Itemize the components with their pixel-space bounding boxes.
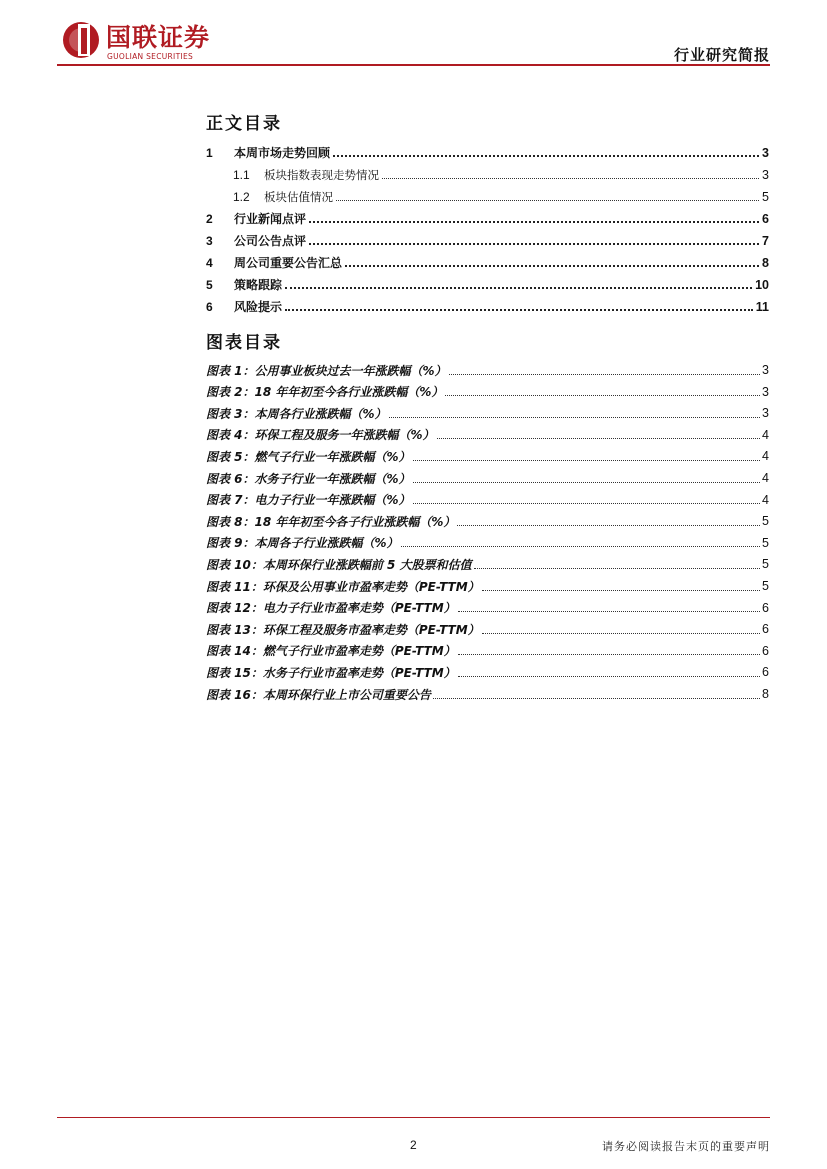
figure-entry[interactable] bbox=[206, 506, 769, 528]
figure-entry-label: 图表 2：18 年年初至今各行业涨跌幅（%） bbox=[206, 385, 444, 400]
figure-entry[interactable] bbox=[206, 614, 769, 636]
figure-entry[interactable] bbox=[206, 355, 769, 377]
figure-leader-dots bbox=[474, 568, 760, 569]
toc-entry-page: 11 bbox=[755, 299, 769, 314]
toc-entry-page: 10 bbox=[755, 277, 769, 292]
figure-entry[interactable] bbox=[206, 679, 769, 701]
figure-entry-label: 图表 9：本周各子行业涨跌幅（%） bbox=[206, 536, 399, 551]
figure-entry-page: 3 bbox=[762, 406, 769, 421]
toc-entry-page: 7 bbox=[762, 233, 769, 248]
figure-entry-page: 3 bbox=[762, 363, 769, 378]
figures-list bbox=[206, 355, 769, 701]
figure-entry-page: 4 bbox=[762, 471, 769, 486]
figure-entry[interactable] bbox=[206, 528, 769, 550]
logo-english-name: GUOLIAN SECURITIES bbox=[107, 52, 194, 61]
toc-entry-label: 风险提示 bbox=[234, 300, 283, 314]
figure-entry-label: 图表 14：燃气子行业市盈率走势（PE-TTM） bbox=[206, 644, 456, 659]
figure-entry-label: 图表 13：环保工程及服务市盈率走势（PE-TTM） bbox=[206, 622, 480, 637]
toc-entry-number: 1.1 bbox=[233, 168, 250, 182]
figure-entry-label: 图表 1：公用事业板块过去一年涨跌幅（%） bbox=[206, 363, 447, 378]
toc-list bbox=[206, 137, 769, 313]
figure-entry[interactable] bbox=[206, 657, 769, 679]
figure-entry-page: 5 bbox=[762, 535, 769, 550]
toc-entry[interactable] bbox=[206, 159, 769, 181]
figure-entry[interactable] bbox=[206, 377, 769, 399]
toc-entry-label: 本周市场走势回顾 bbox=[234, 146, 331, 160]
guolian-logo-icon bbox=[61, 20, 101, 60]
figure-entry-label: 图表 8：18 年年初至今各子行业涨跌幅（%） bbox=[206, 514, 456, 529]
toc-entry-page: 8 bbox=[762, 255, 769, 270]
toc-entry[interactable] bbox=[206, 291, 769, 313]
logo-chinese-name: 国联证券 bbox=[106, 23, 211, 52]
figure-entry[interactable] bbox=[206, 441, 769, 463]
toc-entry-page: 3 bbox=[762, 167, 769, 182]
figure-entry-label: 图表 12：电力子行业市盈率走势（PE-TTM） bbox=[206, 601, 456, 616]
figure-entry[interactable] bbox=[206, 463, 769, 485]
figure-leader-dots bbox=[401, 546, 760, 547]
toc-entry-label: 板块指数表现走势情况 bbox=[264, 167, 379, 182]
toc-leader-dots bbox=[333, 155, 759, 157]
figure-entry-label: 图表 16：本周环保行业上市公司重要公告 bbox=[206, 687, 431, 702]
report-type: 行业研究简报 bbox=[673, 46, 770, 64]
toc-entry-number: 6 bbox=[206, 300, 213, 314]
toc-leader-dots bbox=[336, 200, 759, 201]
figure-entry-label: 图表 11：环保及公用事业市盈率走势（PE-TTM） bbox=[206, 579, 480, 594]
figure-entry[interactable] bbox=[206, 485, 769, 507]
figure-leader-dots bbox=[482, 633, 760, 634]
figure-entry-page: 4 bbox=[762, 492, 769, 507]
figure-leader-dots bbox=[458, 676, 760, 677]
toc-entry-number: 1.2 bbox=[233, 190, 250, 204]
figure-entry-label: 图表 4：环保工程及服务一年涨跌幅（%） bbox=[206, 428, 435, 443]
figure-entry-page: 6 bbox=[762, 665, 769, 680]
toc-leader-dots bbox=[285, 287, 752, 289]
figure-entry[interactable] bbox=[206, 549, 769, 571]
figure-entry-page: 6 bbox=[762, 622, 769, 637]
toc-entry[interactable] bbox=[206, 225, 769, 247]
guolian-logo bbox=[57, 18, 217, 62]
toc-entry-page: 6 bbox=[762, 211, 769, 226]
figure-entry-page: 5 bbox=[762, 557, 769, 572]
figure-entry-label: 图表 3：本周各行业涨跌幅（%） bbox=[206, 406, 387, 421]
figure-leader-dots bbox=[413, 503, 760, 504]
figure-entry-page: 6 bbox=[762, 600, 769, 615]
figure-leader-dots bbox=[458, 654, 760, 655]
page-number: 2 bbox=[410, 1138, 417, 1152]
toc-entry[interactable] bbox=[206, 269, 769, 291]
figure-entry-label: 图表 6：水务子行业一年涨跌幅（%） bbox=[206, 471, 411, 486]
toc-entry[interactable] bbox=[206, 181, 769, 203]
toc-leader-dots bbox=[285, 309, 753, 311]
figure-leader-dots bbox=[457, 525, 760, 526]
toc-entry-label: 周公司重要公告汇总 bbox=[234, 256, 343, 270]
figure-leader-dots bbox=[458, 611, 760, 612]
toc-title: 正文目录 bbox=[206, 114, 282, 134]
toc-entry-page: 3 bbox=[762, 145, 769, 160]
figure-entry-page: 5 bbox=[762, 579, 769, 594]
figure-entry[interactable] bbox=[206, 420, 769, 442]
toc-entry-number: 5 bbox=[206, 278, 213, 292]
figure-entry-label: 图表 5：燃气子行业一年涨跌幅（%） bbox=[206, 449, 411, 464]
figure-entry[interactable] bbox=[206, 398, 769, 420]
toc-entry[interactable] bbox=[206, 247, 769, 269]
figure-leader-dots bbox=[449, 374, 760, 375]
figure-entry-page: 4 bbox=[762, 427, 769, 442]
figure-leader-dots bbox=[482, 590, 760, 591]
toc-entry-label: 公司公告点评 bbox=[234, 234, 307, 248]
figure-leader-dots bbox=[389, 417, 760, 418]
figure-leader-dots bbox=[437, 438, 760, 439]
figure-entry[interactable] bbox=[206, 636, 769, 658]
toc-entry-label: 策略跟踪 bbox=[234, 278, 283, 292]
toc-leader-dots bbox=[345, 265, 759, 267]
figure-entry-page: 4 bbox=[762, 449, 769, 464]
toc-entry[interactable] bbox=[206, 137, 769, 159]
toc-entry[interactable] bbox=[206, 203, 769, 225]
figures-title: 图表目录 bbox=[206, 333, 282, 353]
figure-entry[interactable] bbox=[206, 593, 769, 615]
figure-entry-label: 图表 10：本周环保行业涨跌幅前 5 大股票和估值 bbox=[206, 557, 472, 572]
figure-leader-dots bbox=[445, 395, 760, 396]
figure-leader-dots bbox=[433, 698, 760, 699]
toc-entry-number: 2 bbox=[206, 212, 213, 226]
toc-entry-label: 板块估值情况 bbox=[264, 189, 333, 204]
figure-entry-page: 8 bbox=[762, 687, 769, 701]
figure-entry-page: 6 bbox=[762, 643, 769, 658]
figure-entry-label: 图表 7：电力子行业一年涨跌幅（%） bbox=[206, 493, 411, 508]
toc-entry-number: 4 bbox=[206, 256, 213, 270]
toc-entry-page: 5 bbox=[762, 189, 769, 204]
header-divider bbox=[57, 64, 770, 66]
toc-leader-dots bbox=[309, 243, 759, 245]
figure-entry-page: 3 bbox=[762, 384, 769, 399]
toc-entry-number: 1 bbox=[206, 146, 213, 160]
figure-leader-dots bbox=[413, 482, 760, 483]
figure-entry-page: 5 bbox=[762, 514, 769, 529]
figure-entry-label: 图表 15：水务子行业市盈率走势（PE-TTM） bbox=[206, 665, 456, 680]
figure-leader-dots bbox=[413, 460, 760, 461]
figure-entry[interactable] bbox=[206, 571, 769, 593]
disclaimer: 请务必阅读报告末页的重要声明 bbox=[602, 1140, 770, 1153]
toc-entry-label: 行业新闻点评 bbox=[234, 212, 307, 226]
toc-entry-number: 3 bbox=[206, 234, 213, 248]
toc-leader-dots bbox=[382, 178, 759, 179]
footer-divider bbox=[57, 1117, 770, 1118]
page-header bbox=[57, 18, 770, 66]
toc-leader-dots bbox=[309, 221, 759, 223]
